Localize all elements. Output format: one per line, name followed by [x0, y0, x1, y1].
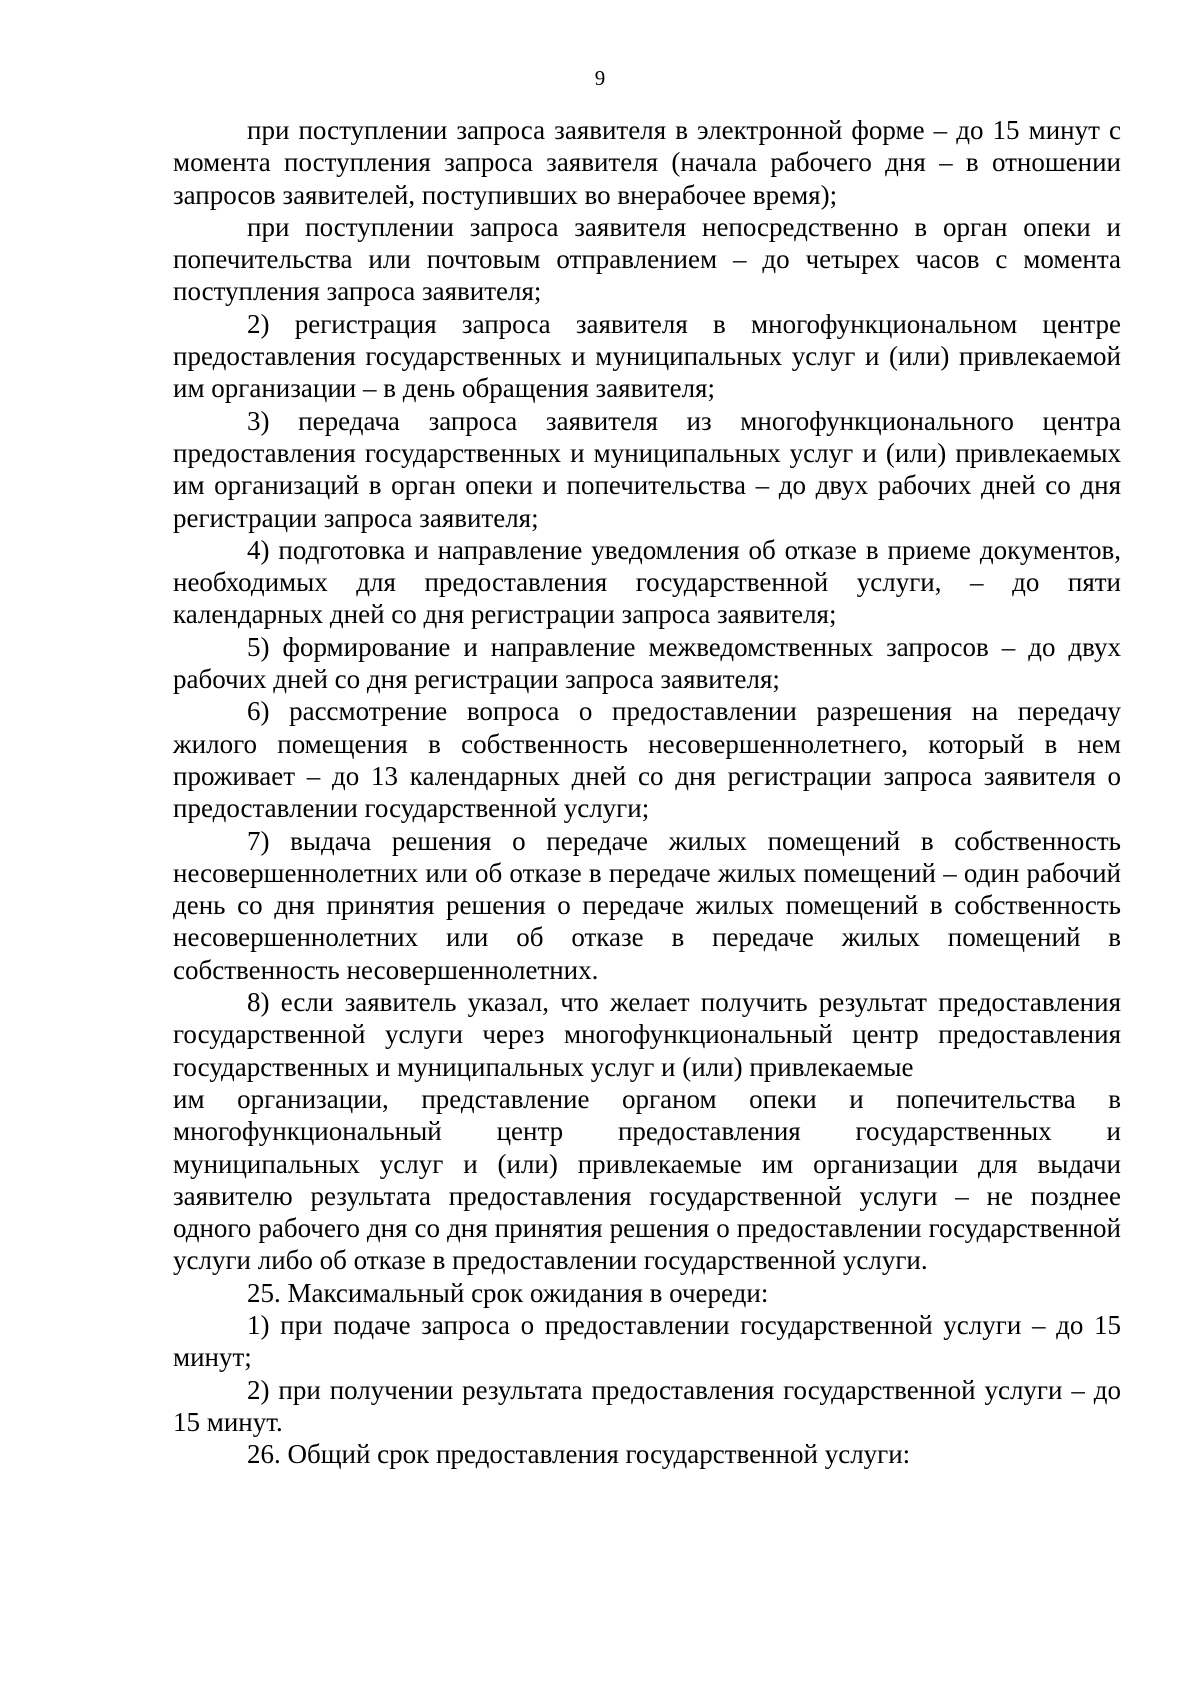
document-body	[173, 114, 1121, 1470]
paragraph-item-2: 2) регистрация запроса заявителя в многофункциональном центре предоставления государственных и муниципальных услуг и (или) привлекаемой им организации – в день обращения заявителя;	[173, 308, 1121, 404]
paragraph-section-25-item-1: 1) при подаче запроса о предоставлении государственной услуги – до 15 минут;	[173, 1309, 1121, 1373]
paragraph-section-25: 25. Максимальный срок ожидания в очереди:	[247, 1277, 769, 1308]
paragraph-direct-request: при поступлении запроса заявителя непосредственно в орган опеки и попечительства или почтовым отправлением – до четырех часов с момента поступления запроса заявителя;	[173, 211, 1121, 307]
paragraph-item-7: 7) выдача решения о передаче жилых помещений в собственность несовершеннолетних или об отказе в передаче жилых помещений – один рабочий день со дня принятия решения о передаче жилых помещений в собственность несовершеннолетних или об отказе в передаче жилых помещений в собственность несовершеннолетних.	[173, 825, 1121, 985]
paragraph-electronic-request: при поступлении запроса заявителя в электронной форме – до 15 минут с момента поступления запроса заявителя (начала рабочего дня – в отношении запросов заявителей, поступивших во внерабочее время);	[173, 115, 1121, 210]
page-number: 9	[594, 66, 606, 90]
paragraph-item-8: 8) если заявитель указал, что желает получить результат предоставления государственной услуги через многофункциональный центр предоставления государственных и муниципальных услуг и (или) привлекаемые	[173, 987, 1121, 1082]
paragraph-item-5: 5) формирование и направление межведомственных запросов – до двух рабочих дней со дня регистрации запроса заявителя;	[173, 631, 1121, 695]
paragraph-item-8-continued: им организации, представление органом опеки и попечительства в многофункциональный центр предоставления государственных и муниципальных услуг и (или) привлекаемые им организации для выдачи заявителю результата предоставления государственной услуги – не позднее одного рабочего дня со дня принятия решения о предоставлении государственной услуги либо об отказе в предоставлении государственной услуги.	[173, 1083, 1121, 1276]
paragraph-section-25-item-2: 2) при получении результата предоставления государственной услуги – до 15 минут.	[173, 1374, 1121, 1437]
paragraph-item-4: 4) подготовка и направление уведомления об отказе в приеме документов, необходимых для предоставления государственной услуги, – до пяти календарных дней со дня регистрации запроса заявителя;	[173, 534, 1121, 630]
paragraph-item-6: 6) рассмотрение вопроса о предоставлении разрешения на передачу жилого помещения в собственность несовершеннолетнего, который в нем проживает – до 13 календарных дней со дня регистрации запроса заявителя о предоставлении государственной услуги;	[173, 696, 1121, 824]
paragraph-section-26: 26. Общий срок предоставления государственной услуги:	[247, 1439, 911, 1470]
paragraph-item-3: 3) передача запроса заявителя из многофункционального центра предоставления государственных и муниципальных услуг и (или) привлекаемых им организаций в орган опеки и попечительства – до двух рабочих дней со дня регистрации запроса заявителя;	[173, 405, 1121, 533]
